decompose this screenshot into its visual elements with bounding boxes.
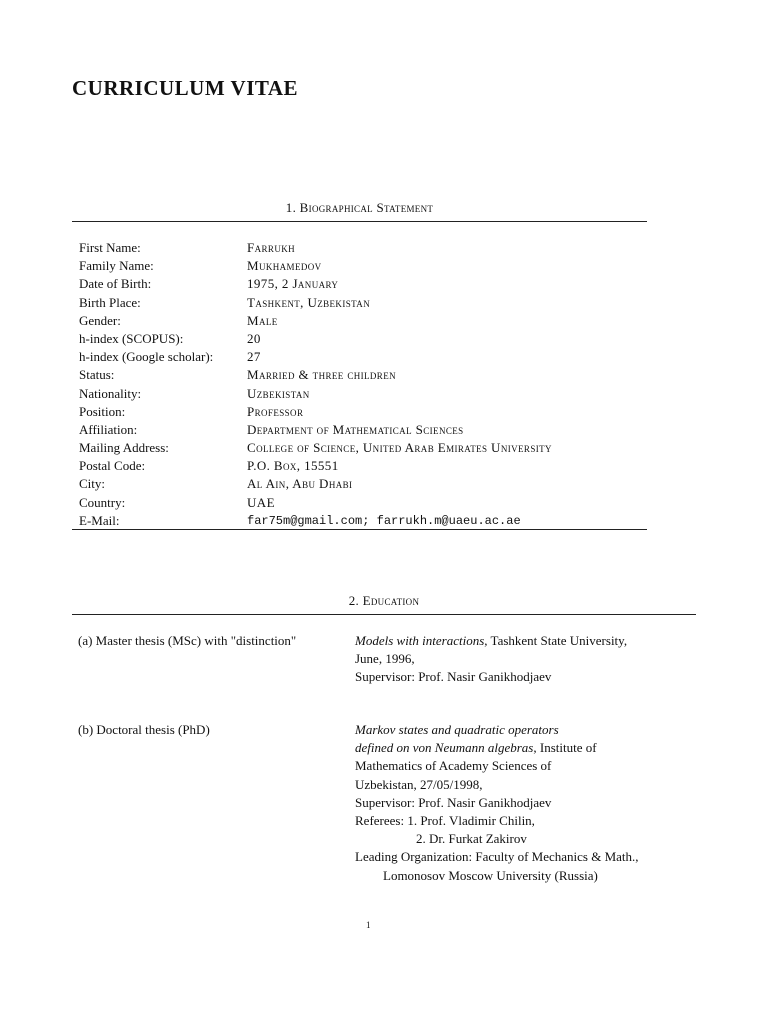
phd-leading-org: Leading Organization: Faculty of Mechanics & Math., [355, 849, 639, 865]
bio-row-birth-place [79, 294, 552, 312]
education-heading: 2. Education [348, 593, 420, 608]
bio-label: Country: [79, 494, 126, 510]
bio-row-mailing-address [79, 439, 552, 457]
msc-thesis-title: Models with interactions [355, 633, 485, 648]
bio-label: Mailing Address: [79, 440, 169, 456]
bio-value: Al Ain, Abu Dhabi [247, 476, 353, 492]
msc-details [355, 632, 715, 687]
bio-label: First Name: [79, 240, 141, 255]
phd-referee-1: Referees: 1. Prof. Vladimir Chilin, [355, 813, 535, 829]
bio-value: 20 [247, 330, 261, 346]
bio-value: UAE [247, 494, 275, 510]
bio-row-gender [79, 312, 552, 330]
bio-value: 27 [247, 349, 261, 365]
bio-label: Affiliation: [79, 421, 138, 437]
bio-row-first-name [79, 239, 552, 257]
phd-line-4: Uzbekistan, 27/05/1998, [355, 776, 483, 792]
msc-supervisor: Supervisor: Prof. Nasir Ganikhodjaev [355, 669, 552, 685]
bio-row-h-index-scopus [79, 330, 552, 348]
phd-details [355, 721, 715, 885]
phd-title-line-1: Markov states and quadratic operators [355, 722, 559, 737]
bio-label: Date of Birth: [79, 276, 152, 292]
bio-value: Mukhamedov [247, 258, 322, 274]
msc-line-1 [355, 632, 715, 650]
bio-label: Status: [79, 367, 115, 383]
bio-row-date-of-birth [79, 275, 552, 293]
bio-label: Nationality: [79, 385, 142, 401]
msc-university: , Tashkent State University, [484, 633, 628, 648]
bio-row-email [79, 512, 552, 530]
bio-label: h-index (Google scholar): [79, 349, 214, 365]
phd-referee-2: 2. Dr. Furkat Zakirov [416, 831, 527, 847]
bio-row-status [79, 366, 552, 384]
bio-row-city [79, 475, 552, 493]
page-title: CURRICULUM VITAE [72, 76, 298, 100]
bio-label: E-Mail: [79, 512, 120, 528]
page-number: 1 [366, 920, 371, 930]
bio-value: Male [247, 312, 278, 328]
bio-bottom-rule [72, 529, 647, 530]
bio-row-nationality [79, 385, 552, 403]
bio-value: P.O. Box, 15551 [247, 458, 339, 474]
bio-value: Department of Mathematical Sciences [247, 421, 464, 437]
bio-label: Gender: [79, 312, 121, 328]
bio-value: Tashkent, Uzbekistan [247, 294, 371, 310]
bio-label: City: [79, 476, 106, 492]
bio-top-rule [72, 221, 647, 222]
bio-value: Professor [247, 403, 304, 419]
phd-title-line-2: defined on von Neumann algebras [355, 740, 534, 756]
phd-institute: , Institute of [533, 740, 597, 756]
bio-label: Postal Code: [79, 458, 146, 474]
bio-table [79, 239, 552, 530]
bio-label: Position: [79, 403, 126, 419]
bio-row-postal-code [79, 457, 552, 475]
bio-value: Farrukh [247, 240, 296, 255]
bio-heading: 1. Biographical Statement [285, 200, 434, 215]
phd-line-3: Mathematics of Academy Sciences of [355, 758, 552, 774]
phd-supervisor: Supervisor: Prof. Nasir Ganikhodjaev [355, 794, 552, 810]
email-link[interactable]: far75m@gmail.com; farrukh.m@uaeu.ac.ae [247, 513, 521, 528]
bio-row-country [79, 494, 552, 512]
bio-row-position [79, 403, 552, 421]
bio-label: Birth Place: [79, 294, 141, 310]
bio-value: College of Science, United Arab Emirates University [247, 440, 552, 456]
msc-date: June, 1996, [355, 651, 415, 667]
bio-label: h-index (SCOPUS): [79, 330, 184, 346]
bio-value: Married & three children [247, 367, 397, 383]
bio-row-h-index-google [79, 348, 552, 366]
bio-label: Family Name: [79, 258, 154, 274]
bio-row-family-name [79, 257, 552, 275]
education-top-rule [72, 614, 696, 615]
bio-value: 1975, 2 January [247, 276, 339, 292]
bio-value: Uzbekistan [247, 385, 310, 401]
msc-label: (a) Master thesis (MSc) with "distinction" [78, 633, 297, 648]
phd-line-2 [355, 739, 715, 757]
phd-leading-org-name: Lomonosov Moscow University (Russia) [383, 867, 598, 883]
phd-label: (b) Doctoral thesis (PhD) [78, 722, 210, 737]
bio-row-affiliation [79, 421, 552, 439]
